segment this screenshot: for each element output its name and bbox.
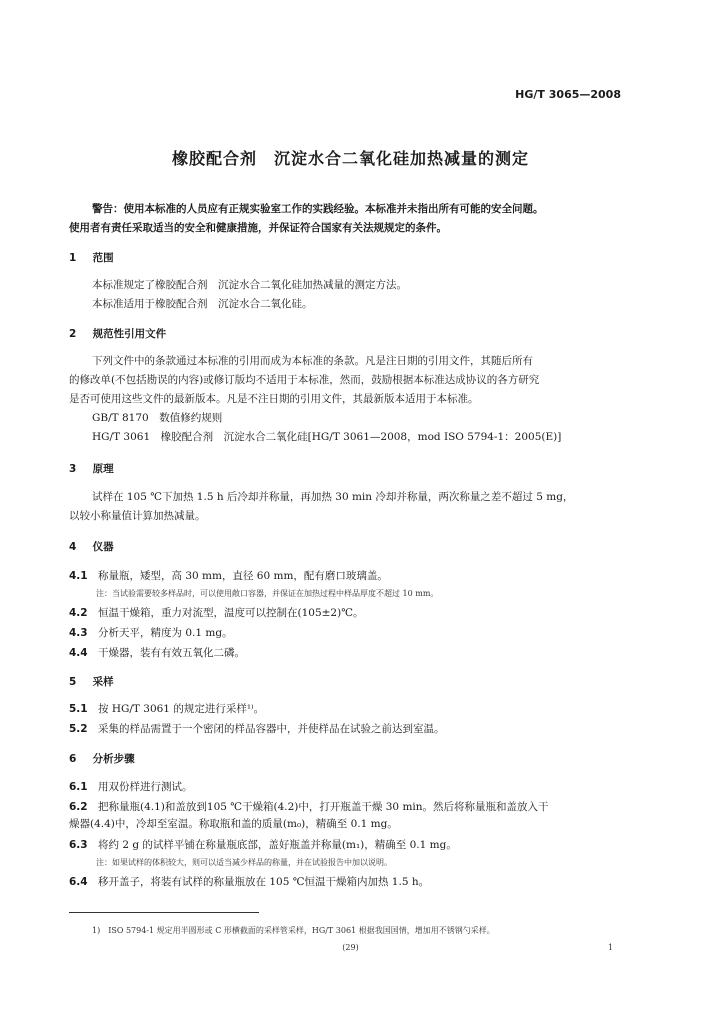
clause-text: 称量瓶，矮型，高 30 mm，直径 60 mm，配有磨口玻璃盖。	[98, 570, 388, 582]
clause-number: 6.2	[69, 801, 88, 813]
paragraph: 本标准适用于橡胶配合剂 沉淀水合二氧化硅。	[92, 298, 313, 310]
clause-6-3	[69, 837, 457, 852]
reference-gbt-8170: GB/T 8170 数值修约规则	[92, 412, 223, 424]
clause-text: 分析天平，精度为 0.1 mg。	[98, 627, 233, 639]
clause-text: 用双份样进行测试。	[98, 781, 193, 793]
footnote: 1) ISO 5794-1 规定用半圆形或 C 形横截面的采样管采样，HG/T 3061 根据我国国情，增加用不锈钢勺采样。	[92, 926, 495, 935]
section-number: 2	[69, 328, 77, 340]
clause-number: 6.1	[69, 781, 88, 793]
clause-text: 移开盖子，将装有试样的称量瓶放在 105 ℃恒温干燥箱内加热 1.5 h。	[98, 876, 430, 888]
clause-text: 采集的样品需置于一个密闭的样品容器中，并使样品在试验之前达到室温。	[98, 723, 445, 735]
paragraph-line: 的修改单(不包括勘误的内容)或修订版均不适用于本标准，然而，鼓励根据本标准达成协议的各方研究	[69, 374, 540, 386]
clause-number: 6.4	[69, 876, 88, 888]
clause-text: 将约 2 g 的试样平铺在称量瓶底部，盖好瓶盖并称量(m₁)，精确至 0.1 mg。	[98, 839, 457, 851]
clause-text: 按 HG/T 3061 的规定进行采样¹⁾。	[98, 703, 265, 715]
section-4-heading	[69, 539, 114, 554]
clause-5-2	[69, 721, 445, 736]
section-title: 范围	[92, 252, 114, 264]
paragraph-line: 试样在 105 ℃下加热 1.5 h 后冷却并称量，再加热 30 min 冷却并称量，两次称量之差不超过 5 mg，	[92, 491, 574, 503]
note: 注：当试验需要较多样品时，可以使用敞口容器，并保证在加热过程中样品厚度不超过 10 mm。	[96, 589, 439, 598]
clause-6-1	[69, 779, 193, 794]
page-title: 橡胶配合剂 沉淀水合二氧化硅加热减量的测定	[171, 149, 529, 168]
clause-number: 5.1	[69, 703, 88, 715]
standard-code: HG/T 3065—2008	[515, 88, 621, 101]
clause-text: 把称量瓶(4.1)和盖放到105 ℃干燥箱(4.2)中，打开瓶盖干燥 30 min。然后将称量瓶和盖放入干	[98, 801, 549, 813]
section-5-heading	[69, 674, 114, 689]
clause-number: 5.2	[69, 723, 88, 735]
section-number: 1	[69, 252, 77, 264]
paragraph: 本标准规定了橡胶配合剂 沉淀水合二氧化硅加热减量的测定方法。	[92, 279, 407, 291]
edge-mark: 1	[608, 943, 614, 952]
clause-6-2-continued: 燥器(4.4)中，冷却至室温。称取瓶和盖的质量(m₀)，精确至 0.1 mg。	[69, 818, 398, 830]
section-title: 仪器	[92, 541, 114, 553]
section-title: 原理	[92, 463, 114, 475]
clause-5-1	[69, 701, 264, 716]
footnote-divider	[69, 912, 259, 913]
clause-4-3	[69, 625, 233, 640]
section-title: 分析步骤	[92, 753, 135, 765]
paragraph-line: 是否可使用这些文件的最新版本。凡是不注日期的引用文件，其最新版本适用于本标准。	[69, 393, 479, 405]
page-number: (29)	[342, 943, 359, 952]
clause-number: 4.2	[69, 607, 88, 619]
section-number: 5	[69, 676, 77, 688]
paragraph-line: 下列文件中的条款通过本标准的引用而成为本标准的条款。凡是注日期的引用文件，其随后所有	[92, 355, 533, 367]
clause-number: 4.1	[69, 570, 88, 582]
section-6-heading	[69, 751, 135, 766]
section-2-heading	[69, 326, 166, 341]
section-number: 3	[69, 463, 77, 475]
warning-line-1: 警告：使用本标准的人员应有正规实验室工作的实践经验。本标准并未指出所有可能的安全问题。	[92, 203, 544, 215]
paragraph-line: 以较小称量值计算加热减量。	[69, 510, 206, 522]
reference-hgt-3061: HG/T 3061 橡胶配合剂 沉淀水合二氧化硅[HG/T 3061—2008，mod ISO 5794-1：2005(E)]	[92, 431, 562, 443]
clause-number: 6.3	[69, 839, 88, 851]
section-number: 4	[69, 541, 77, 553]
section-number: 6	[69, 753, 77, 765]
clause-4-1	[69, 568, 388, 583]
clause-number: 4.4	[69, 647, 88, 659]
clause-text: 恒温干燥箱，重力对流型，温度可以控制在(105±2)℃。	[98, 607, 364, 619]
clause-4-2	[69, 605, 363, 620]
clause-4-4	[69, 645, 245, 660]
clause-number: 4.3	[69, 627, 88, 639]
note: 注：如果试样的体积较大，则可以适当减少样品的称量，并在试验报告中加以说明。	[96, 858, 392, 867]
warning-line-2: 使用者有责任采取适当的安全和健康措施，并保证符合国家有关法规规定的条件。	[69, 222, 447, 234]
clause-6-2	[69, 799, 549, 814]
clause-text: 干燥器，装有有效五氧化二磷。	[98, 647, 245, 659]
section-3-heading	[69, 461, 114, 476]
section-title: 规范性引用文件	[92, 328, 167, 340]
clause-6-4	[69, 874, 429, 889]
section-1-heading	[69, 250, 114, 265]
section-title: 采样	[92, 676, 114, 688]
